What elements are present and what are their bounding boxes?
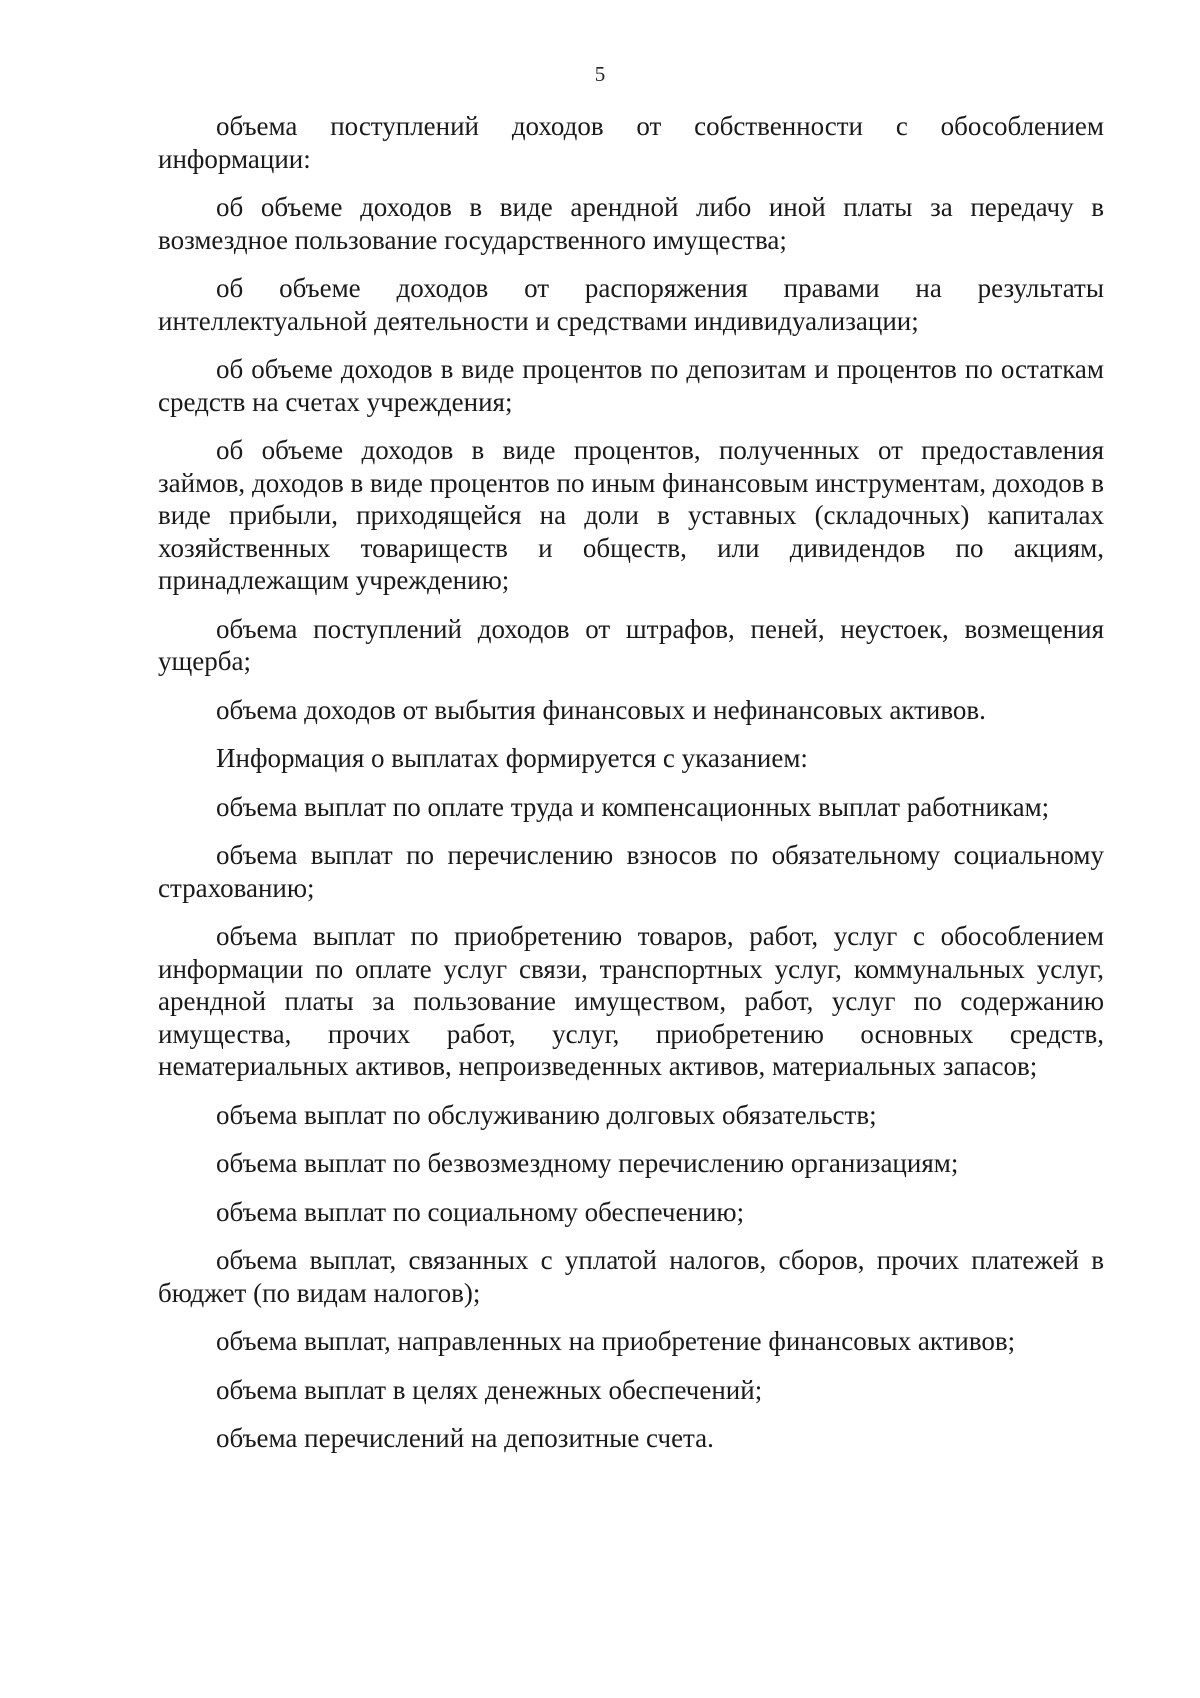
paragraph-cash-provision-payments: объема выплат в целях денежных обеспечений;: [216, 1374, 763, 1405]
paragraph-payments-intro: Информация о выплатах формируется с указанием:: [216, 743, 808, 773]
paragraph-grant-payments: объема выплат по безвозмездному перечислению организациям;: [216, 1148, 959, 1178]
paragraph-social-security-payments: объема выплат по социальному обеспечению;: [216, 1196, 745, 1227]
paragraph-financial-assets-payments: объема выплат, направленных на приобретение финансовых активов;: [216, 1326, 1016, 1356]
paragraph-loan-interest-dividends: об объеме доходов в виде процентов, полученных от предоставления займов, доходов в виде процентов по иным финансовым инструментам, доходов в виде прибыли, приходящейся на доли в уставных (складочных) капиталах хозяйственных товариществ и обществ, или дивидендов по акциям, принадлежащим учреждению;: [158, 435, 1104, 595]
paragraph-deposit-transfers: объема перечислений на депозитные счета.: [216, 1423, 714, 1453]
page-number: 5: [594, 62, 606, 86]
paragraph-asset-disposal-income: объема доходов от выбытия финансовых и нефинансовых активов.: [216, 694, 986, 725]
paragraph-tax-payments: объема выплат, связанных с уплатой налогов, сборов, прочих платежей в бюджет (по видам налогов);: [158, 1245, 1104, 1308]
paragraph-intellectual-property-income: об объеме доходов от распоряжения правами на результаты интеллектуальной деятельности и средствами индивидуализации;: [158, 273, 1104, 336]
paragraph-debt-service-payments: объема выплат по обслуживанию долговых обязательств;: [216, 1099, 877, 1130]
document-body: [158, 110, 1104, 1471]
paragraph-goods-services-payments: объема выплат по приобретению товаров, работ, услуг с обособлением информации по оплате услуг связи, транспортных услуг, коммунальных услуг, арендной платы за пользование имуществом, работ, услуг по содержанию имущества, прочих работ, услуг, приобретению основных средств, нематериальных активов, непроизведенных активов, материальных запасов;: [158, 921, 1104, 1081]
paragraph-deposit-interest-income: об объеме доходов в виде процентов по депозитам и процентов по остаткам средств на счетах учреждения;: [158, 354, 1104, 417]
paragraph-income-property: объема поступлений доходов от собственности с обособлением информации:: [158, 111, 1104, 174]
paragraph-fines-income: объема поступлений доходов от штрафов, пеней, неустоек, возмещения ущерба;: [158, 613, 1104, 676]
paragraph-rental-income: об объеме доходов в виде арендной либо иной платы за передачу в возмездное пользование государственного имущества;: [158, 192, 1104, 255]
paragraph-social-insurance-payments: объема выплат по перечислению взносов по обязательному социальному страхованию;: [158, 840, 1104, 903]
paragraph-labor-payments: объема выплат по оплате труда и компенсационных выплат работникам;: [216, 791, 1050, 822]
